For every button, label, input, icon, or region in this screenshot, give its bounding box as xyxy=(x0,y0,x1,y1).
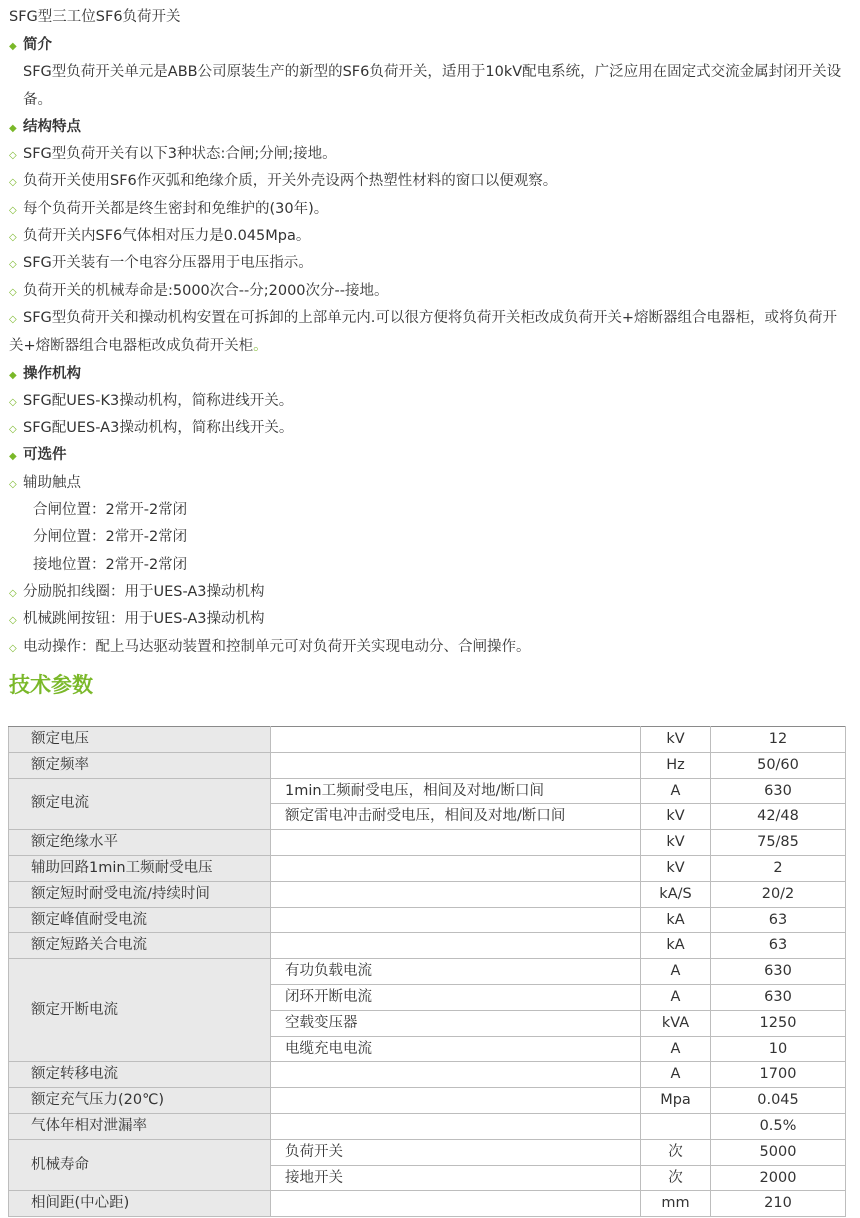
unit-cell: A xyxy=(641,959,711,985)
aux-item: 接地位置：2常开-2常闭 xyxy=(33,556,188,573)
cond-cell xyxy=(271,1062,641,1088)
document-body xyxy=(9,0,849,661)
cond-cell: 接地开关 xyxy=(271,1165,641,1191)
unit-cell: kV xyxy=(641,804,711,830)
cond-cell xyxy=(271,1191,641,1217)
param-cell: 相间距(中心距) xyxy=(9,1191,271,1217)
list-item: ◇ SFG型负荷开关有以下3种状态:合闸;分闸;接地。 xyxy=(9,141,849,168)
value-cell: 5000 xyxy=(711,1139,846,1165)
param-cell: 额定充气压力(20℃) xyxy=(9,1088,271,1114)
unit-cell: kV xyxy=(641,855,711,881)
intro-heading-line xyxy=(9,32,849,59)
table-row xyxy=(9,881,846,907)
unit-cell: kV xyxy=(641,727,711,753)
cond-cell xyxy=(271,855,641,881)
unit-cell: A xyxy=(641,778,711,804)
operation-heading-line xyxy=(9,361,849,388)
table-row xyxy=(9,1088,846,1114)
param-cell: 额定频率 xyxy=(9,752,271,778)
diamond-filled-icon: ◆ xyxy=(9,451,17,463)
list-item: ◇ SFG开关装有一个电容分压器用于电压指示。 xyxy=(9,250,849,277)
value-cell: 63 xyxy=(711,933,846,959)
table-row xyxy=(9,855,846,881)
unit-cell: Mpa xyxy=(641,1088,711,1114)
diamond-outline-icon: ◇ xyxy=(9,396,17,408)
tech-params-title: 技术参数 xyxy=(9,673,93,697)
cond-cell: 电缆充电电流 xyxy=(271,1036,641,1062)
list-item: ◇ 每个负荷开关都是终生密封和免维护的(30年)。 xyxy=(9,196,849,223)
value-cell: 1700 xyxy=(711,1062,846,1088)
list-item: ◇ SFG配UES-A3操动机构，简称出线开关。 xyxy=(9,415,849,442)
unit-cell: kVA xyxy=(641,1010,711,1036)
value-cell: 0.5% xyxy=(711,1113,846,1139)
cond-cell xyxy=(271,830,641,856)
list-item: ◇ 机械跳闸按钮：用于UES-A3操动机构 xyxy=(9,606,849,633)
operation-heading: 操作机构 xyxy=(23,365,81,382)
list-item: ◇ 辅助触点 xyxy=(9,470,849,497)
value-cell: 210 xyxy=(711,1191,846,1217)
list-item: ◇ SFG配UES-K3操动机构，简称进线开关。 xyxy=(9,388,849,415)
cond-cell xyxy=(271,907,641,933)
cond-cell xyxy=(271,881,641,907)
table-row xyxy=(9,1062,846,1088)
value-cell: 1250 xyxy=(711,1010,846,1036)
diamond-outline-icon: ◇ xyxy=(9,642,17,654)
value-cell: 0.045 xyxy=(711,1088,846,1114)
table-row xyxy=(9,959,846,985)
structure-heading-line xyxy=(9,114,849,141)
param-cell: 额定短时耐受电流/持续时间 xyxy=(9,881,271,907)
value-cell: 2 xyxy=(711,855,846,881)
diamond-filled-icon: ◆ xyxy=(9,369,17,381)
param-cell: 额定开断电流 xyxy=(9,959,271,1062)
table-row xyxy=(9,778,846,804)
diamond-outline-icon: ◇ xyxy=(9,478,17,490)
diamond-outline-icon: ◇ xyxy=(9,177,17,189)
table-row xyxy=(9,933,846,959)
value-cell: 63 xyxy=(711,907,846,933)
diamond-outline-icon: ◇ xyxy=(9,587,17,599)
cond-cell: 空载变压器 xyxy=(271,1010,641,1036)
options-heading: 可选件 xyxy=(23,447,67,464)
diamond-outline-icon: ◇ xyxy=(9,150,17,162)
value-cell: 12 xyxy=(711,727,846,753)
value-cell: 10 xyxy=(711,1036,846,1062)
param-cell: 额定转移电流 xyxy=(9,1062,271,1088)
diamond-outline-icon: ◇ xyxy=(9,232,17,244)
unit-cell: A xyxy=(641,1036,711,1062)
list-item: ◇ 负荷开关内SF6气体相对压力是0.045Mpa。 xyxy=(9,223,849,250)
unit-cell: mm xyxy=(641,1191,711,1217)
value-cell: 2000 xyxy=(711,1165,846,1191)
cond-cell xyxy=(271,1113,641,1139)
cond-cell xyxy=(271,752,641,778)
diamond-outline-icon: ◇ xyxy=(9,286,17,298)
param-cell: 额定短路关合电流 xyxy=(9,933,271,959)
value-cell: 20/2 xyxy=(711,881,846,907)
diamond-outline-icon: ◇ xyxy=(9,615,17,627)
cond-cell: 额定雷电冲击耐受电压，相间及对地/断口间 xyxy=(271,804,641,830)
param-cell: 额定电压 xyxy=(9,727,271,753)
intro-heading: 简介 xyxy=(23,37,52,53)
intro-text: SFG型负荷开关单元是ABB公司原装生产的新型的SF6负荷开关，适用于10kV配电系统，广泛应用在固定式交流金属封闭开关设备。 xyxy=(23,64,842,108)
unit-cell: Hz xyxy=(641,752,711,778)
unit-cell: 次 xyxy=(641,1165,711,1191)
value-cell: 50/60 xyxy=(711,752,846,778)
options-heading-line xyxy=(9,442,849,469)
unit-cell: A xyxy=(641,984,711,1010)
diamond-outline-icon: ◇ xyxy=(9,424,17,436)
structure-heading: 结构特点 xyxy=(23,118,81,135)
unit-cell: kV xyxy=(641,830,711,856)
tech-params-table xyxy=(8,726,846,1217)
unit-cell: kA xyxy=(641,907,711,933)
cond-cell xyxy=(271,1088,641,1114)
table-row xyxy=(9,1113,846,1139)
table-row xyxy=(9,907,846,933)
unit-cell: kA xyxy=(641,933,711,959)
diamond-outline-icon: ◇ xyxy=(9,313,17,325)
param-cell: 额定电流 xyxy=(9,778,271,830)
param-cell: 额定峰值耐受电流 xyxy=(9,907,271,933)
diamond-outline-icon: ◇ xyxy=(9,259,17,271)
value-cell: 630 xyxy=(711,778,846,804)
aux-item: 合闸位置：2常开-2常闭 xyxy=(33,502,188,519)
param-cell: 机械寿命 xyxy=(9,1139,271,1191)
list-item: ◇ 分励脱扣线圈：用于UES-A3操动机构 xyxy=(9,579,849,606)
value-cell: 630 xyxy=(711,959,846,985)
value-cell: 75/85 xyxy=(711,830,846,856)
param-cell: 辅助回路1min工频耐受电压 xyxy=(9,855,271,881)
param-cell: 额定绝缘水平 xyxy=(9,830,271,856)
cond-cell: 有功负载电流 xyxy=(271,959,641,985)
table-row xyxy=(9,1139,846,1165)
list-item: ◇ 负荷开关的机械寿命是:5000次合--分;2000次分--接地。 xyxy=(9,278,849,305)
unit-cell: 次 xyxy=(641,1139,711,1165)
cond-cell xyxy=(271,727,641,753)
unit-cell: kA/S xyxy=(641,881,711,907)
cond-cell: 负荷开关 xyxy=(271,1139,641,1165)
value-cell: 630 xyxy=(711,984,846,1010)
aux-item: 分闸位置：2常开-2常闭 xyxy=(33,529,188,546)
diamond-filled-icon: ◆ xyxy=(9,41,17,52)
unit-cell: A xyxy=(641,1062,711,1088)
param-cell: 气体年相对泄漏率 xyxy=(9,1113,271,1139)
table-row xyxy=(9,752,846,778)
diamond-outline-icon: ◇ xyxy=(9,204,17,216)
cond-cell xyxy=(271,933,641,959)
doc-title: SFG型三工位SF6负荷开关 xyxy=(9,9,181,25)
unit-cell xyxy=(641,1113,711,1139)
list-item: ◇ SFG型负荷开关和操动机构安置在可拆卸的上部单元内.可以很方便将负荷开关柜改成负荷开关+熔断器组合电器柜，或将负荷开关+熔断器组合电器柜改成负荷开关柜。 xyxy=(9,305,845,361)
diamond-filled-icon: ◆ xyxy=(9,122,17,134)
table-row xyxy=(9,1191,846,1217)
cond-cell: 闭环开断电流 xyxy=(271,984,641,1010)
table-row xyxy=(9,830,846,856)
table-row xyxy=(9,727,846,753)
cond-cell: 1min工频耐受电压，相间及对地/断口间 xyxy=(271,778,641,804)
value-cell: 42/48 xyxy=(711,804,846,830)
list-item: ◇ 电动操作：配上马达驱动装置和控制单元可对负荷开关实现电动分、合闸操作。 xyxy=(9,634,849,661)
list-item: ◇ 负荷开关使用SF6作灭弧和绝缘介质，开关外壳设两个热塑性材料的窗口以便观察。 xyxy=(9,168,849,195)
